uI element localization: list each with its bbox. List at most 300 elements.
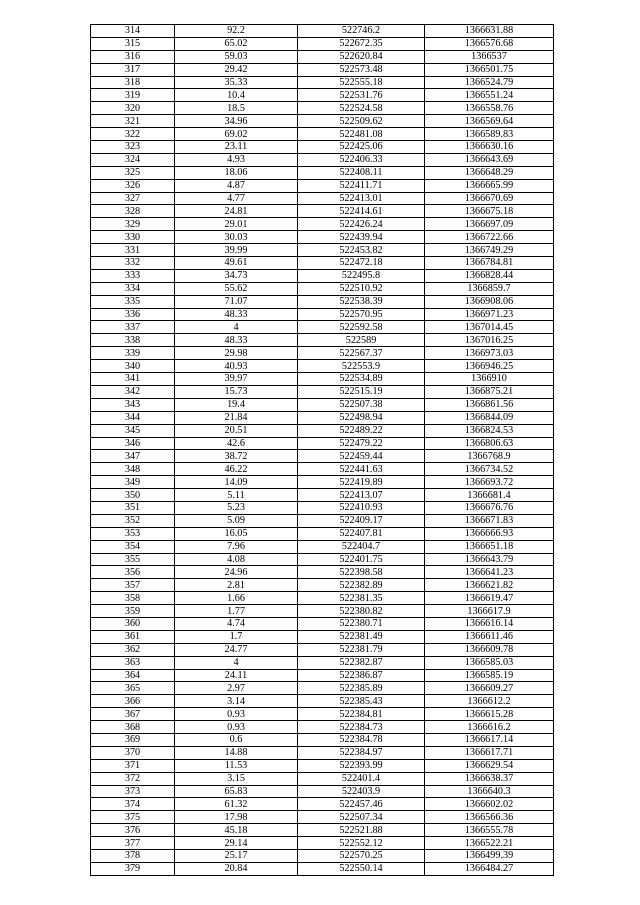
point-number-cell: 370: [91, 746, 175, 759]
point-number-cell: 339: [91, 347, 175, 360]
y-coordinate-cell: 1366670.69: [425, 192, 554, 205]
point-number-cell: 354: [91, 540, 175, 553]
point-number-cell: 369: [91, 733, 175, 746]
distance-cell: 39.99: [175, 244, 298, 257]
point-number-cell: 343: [91, 398, 175, 411]
x-coordinate-cell: 522380.82: [298, 605, 425, 618]
x-coordinate-cell: 522538.39: [298, 295, 425, 308]
x-coordinate-cell: 522453.82: [298, 244, 425, 257]
table-row: [91, 785, 554, 798]
y-coordinate-cell: 1366693.72: [425, 476, 554, 489]
point-number-cell: 347: [91, 450, 175, 463]
table-row: [91, 850, 554, 863]
table-row: [91, 553, 554, 566]
y-coordinate-cell: 1367014.45: [425, 321, 554, 334]
table-row: [91, 643, 554, 656]
table-row: [91, 695, 554, 708]
point-number-cell: 365: [91, 682, 175, 695]
y-coordinate-cell: 1366910: [425, 373, 554, 386]
y-coordinate-cell: 1366617.14: [425, 733, 554, 746]
point-number-cell: 351: [91, 501, 175, 514]
table-row: [91, 759, 554, 772]
distance-cell: 29.01: [175, 218, 298, 231]
y-coordinate-cell: 1366676.76: [425, 501, 554, 514]
x-coordinate-cell: 522413.01: [298, 192, 425, 205]
point-number-cell: 335: [91, 295, 175, 308]
y-coordinate-cell: 1366641.23: [425, 566, 554, 579]
x-coordinate-cell: 522498.94: [298, 411, 425, 424]
x-coordinate-cell: 522555.18: [298, 76, 425, 89]
x-coordinate-cell: 522384.81: [298, 708, 425, 721]
table-row: [91, 25, 554, 38]
distance-cell: 16.05: [175, 527, 298, 540]
point-number-cell: 356: [91, 566, 175, 579]
point-number-cell: 378: [91, 850, 175, 863]
x-coordinate-cell: 522407.81: [298, 527, 425, 540]
y-coordinate-cell: 1366609.27: [425, 682, 554, 695]
point-number-cell: 342: [91, 385, 175, 398]
x-coordinate-cell: 522381.35: [298, 592, 425, 605]
point-number-cell: 318: [91, 76, 175, 89]
x-coordinate-cell: 522515.19: [298, 385, 425, 398]
table-row: [91, 733, 554, 746]
x-coordinate-cell: 522589: [298, 334, 425, 347]
x-coordinate-cell: 522746.2: [298, 25, 425, 38]
y-coordinate-cell: 1366640.3: [425, 785, 554, 798]
x-coordinate-cell: 522381.49: [298, 630, 425, 643]
distance-cell: 11.53: [175, 759, 298, 772]
table-row: [91, 231, 554, 244]
x-coordinate-cell: 522409.17: [298, 514, 425, 527]
y-coordinate-cell: 1366946.25: [425, 360, 554, 373]
x-coordinate-cell: 522384.73: [298, 721, 425, 734]
table-row: [91, 295, 554, 308]
x-coordinate-cell: 522573.48: [298, 63, 425, 76]
distance-cell: 14.09: [175, 476, 298, 489]
x-coordinate-cell: 522410.93: [298, 501, 425, 514]
point-number-cell: 376: [91, 824, 175, 837]
table-row: [91, 605, 554, 618]
y-coordinate-cell: 1366630.16: [425, 141, 554, 154]
point-number-cell: 373: [91, 785, 175, 798]
distance-cell: 1.66: [175, 592, 298, 605]
x-coordinate-cell: 522567.37: [298, 347, 425, 360]
point-number-cell: 319: [91, 89, 175, 102]
distance-cell: 65.83: [175, 785, 298, 798]
y-coordinate-cell: 1366859.7: [425, 282, 554, 295]
point-number-cell: 344: [91, 411, 175, 424]
y-coordinate-cell: 1366499.39: [425, 850, 554, 863]
distance-cell: 4.93: [175, 153, 298, 166]
y-coordinate-cell: 1366806.63: [425, 437, 554, 450]
y-coordinate-cell: 1366537: [425, 50, 554, 63]
point-number-cell: 317: [91, 63, 175, 76]
table-row: [91, 501, 554, 514]
y-coordinate-cell: 1366569.64: [425, 115, 554, 128]
point-number-cell: 333: [91, 269, 175, 282]
point-number-cell: 374: [91, 798, 175, 811]
x-coordinate-cell: 522401.75: [298, 553, 425, 566]
distance-cell: 3.15: [175, 772, 298, 785]
x-coordinate-cell: 522552.12: [298, 837, 425, 850]
y-coordinate-cell: 1366828.44: [425, 269, 554, 282]
table-row: [91, 411, 554, 424]
x-coordinate-cell: 522592.58: [298, 321, 425, 334]
table-row: [91, 63, 554, 76]
distance-cell: 21.84: [175, 411, 298, 424]
distance-cell: 18.5: [175, 102, 298, 115]
table-row: [91, 837, 554, 850]
x-coordinate-cell: 522384.97: [298, 746, 425, 759]
y-coordinate-cell: 1366734.52: [425, 463, 554, 476]
x-coordinate-cell: 522672.35: [298, 37, 425, 50]
distance-cell: 4.08: [175, 553, 298, 566]
table-row: [91, 373, 554, 386]
distance-cell: 69.02: [175, 128, 298, 141]
x-coordinate-cell: 522385.89: [298, 682, 425, 695]
distance-cell: 48.33: [175, 334, 298, 347]
distance-cell: 49.61: [175, 257, 298, 270]
table-row: [91, 527, 554, 540]
distance-cell: 39.97: [175, 373, 298, 386]
x-coordinate-cell: 522510.92: [298, 282, 425, 295]
table-row: [91, 128, 554, 141]
distance-cell: 23.11: [175, 141, 298, 154]
point-number-cell: 329: [91, 218, 175, 231]
table-row: [91, 862, 554, 875]
y-coordinate-cell: 1366551.24: [425, 89, 554, 102]
distance-cell: 61.32: [175, 798, 298, 811]
point-number-cell: 336: [91, 308, 175, 321]
table-row: [91, 682, 554, 695]
point-number-cell: 327: [91, 192, 175, 205]
x-coordinate-cell: 522382.89: [298, 579, 425, 592]
point-number-cell: 332: [91, 257, 175, 270]
y-coordinate-cell: 1366555.78: [425, 824, 554, 837]
table-row: [91, 592, 554, 605]
y-coordinate-cell: 1366609.78: [425, 643, 554, 656]
y-coordinate-cell: 1366908.06: [425, 295, 554, 308]
point-number-cell: 346: [91, 437, 175, 450]
y-coordinate-cell: 1366671.83: [425, 514, 554, 527]
distance-cell: 34.96: [175, 115, 298, 128]
point-number-cell: 360: [91, 617, 175, 630]
point-number-cell: 367: [91, 708, 175, 721]
y-coordinate-cell: 1366558.76: [425, 102, 554, 115]
distance-cell: 35.33: [175, 76, 298, 89]
table-row: [91, 141, 554, 154]
table-row: [91, 540, 554, 553]
table-row: [91, 257, 554, 270]
x-coordinate-cell: 522411.71: [298, 179, 425, 192]
table-row: [91, 476, 554, 489]
table-row: [91, 89, 554, 102]
point-number-cell: 358: [91, 592, 175, 605]
distance-cell: 4.74: [175, 617, 298, 630]
x-coordinate-cell: 522426.24: [298, 218, 425, 231]
point-number-cell: 357: [91, 579, 175, 592]
point-number-cell: 334: [91, 282, 175, 295]
point-number-cell: 377: [91, 837, 175, 850]
distance-cell: 0.6: [175, 733, 298, 746]
point-number-cell: 379: [91, 862, 175, 875]
point-number-cell: 348: [91, 463, 175, 476]
point-number-cell: 321: [91, 115, 175, 128]
y-coordinate-cell: 1366501.75: [425, 63, 554, 76]
distance-cell: 25.17: [175, 850, 298, 863]
table-row: [91, 244, 554, 257]
distance-cell: 2.81: [175, 579, 298, 592]
point-number-cell: 338: [91, 334, 175, 347]
distance-cell: 5.23: [175, 501, 298, 514]
y-coordinate-cell: 1366861.56: [425, 398, 554, 411]
x-coordinate-cell: 522472.18: [298, 257, 425, 270]
distance-cell: 45.18: [175, 824, 298, 837]
y-coordinate-cell: 1366722.66: [425, 231, 554, 244]
table-row: [91, 746, 554, 759]
distance-cell: 0.93: [175, 708, 298, 721]
distance-cell: 4.77: [175, 192, 298, 205]
distance-cell: 3.14: [175, 695, 298, 708]
table-row: [91, 334, 554, 347]
y-coordinate-cell: 1366631.88: [425, 25, 554, 38]
table-row: [91, 192, 554, 205]
point-number-cell: 323: [91, 141, 175, 154]
y-coordinate-cell: 1366973.03: [425, 347, 554, 360]
y-coordinate-cell: 1366522.21: [425, 837, 554, 850]
y-coordinate-cell: 1366648.29: [425, 166, 554, 179]
table-row: [91, 514, 554, 527]
point-number-cell: 349: [91, 476, 175, 489]
y-coordinate-cell: 1366629.54: [425, 759, 554, 772]
distance-cell: 46.22: [175, 463, 298, 476]
x-coordinate-cell: 522479.22: [298, 437, 425, 450]
table-row: [91, 102, 554, 115]
distance-cell: 20.84: [175, 862, 298, 875]
distance-cell: 18.06: [175, 166, 298, 179]
table-row: [91, 50, 554, 63]
y-coordinate-cell: 1366585.03: [425, 656, 554, 669]
table-row: [91, 669, 554, 682]
coordinate-table-body: [91, 25, 554, 876]
point-number-cell: 330: [91, 231, 175, 244]
distance-cell: 19.4: [175, 398, 298, 411]
x-coordinate-cell: 522620.84: [298, 50, 425, 63]
distance-cell: 15.73: [175, 385, 298, 398]
distance-cell: 24.11: [175, 669, 298, 682]
point-number-cell: 340: [91, 360, 175, 373]
y-coordinate-cell: 1366675.18: [425, 205, 554, 218]
y-coordinate-cell: 1366616.14: [425, 617, 554, 630]
y-coordinate-cell: 1366638.37: [425, 772, 554, 785]
point-number-cell: 350: [91, 489, 175, 502]
distance-cell: 29.42: [175, 63, 298, 76]
point-number-cell: 362: [91, 643, 175, 656]
y-coordinate-cell: 1366768.9: [425, 450, 554, 463]
y-coordinate-cell: 1366616.2: [425, 721, 554, 734]
distance-cell: 42.6: [175, 437, 298, 450]
distance-cell: 17.98: [175, 811, 298, 824]
point-number-cell: 326: [91, 179, 175, 192]
x-coordinate-cell: 522393.99: [298, 759, 425, 772]
point-number-cell: 341: [91, 373, 175, 386]
table-row: [91, 566, 554, 579]
table-row: [91, 824, 554, 837]
distance-cell: 1.77: [175, 605, 298, 618]
distance-cell: 5.11: [175, 489, 298, 502]
table-row: [91, 360, 554, 373]
y-coordinate-cell: 1366651.18: [425, 540, 554, 553]
y-coordinate-cell: 1366971.23: [425, 308, 554, 321]
distance-cell: 29.98: [175, 347, 298, 360]
x-coordinate-cell: 522570.25: [298, 850, 425, 863]
table-row: [91, 772, 554, 785]
x-coordinate-cell: 522531.76: [298, 89, 425, 102]
distance-cell: 30.03: [175, 231, 298, 244]
y-coordinate-cell: 1366617.71: [425, 746, 554, 759]
x-coordinate-cell: 522507.38: [298, 398, 425, 411]
distance-cell: 59.03: [175, 50, 298, 63]
y-coordinate-cell: 1366576.68: [425, 37, 554, 50]
y-coordinate-cell: 1366615.28: [425, 708, 554, 721]
distance-cell: 1.7: [175, 630, 298, 643]
y-coordinate-cell: 1366612.2: [425, 695, 554, 708]
point-number-cell: 315: [91, 37, 175, 50]
y-coordinate-cell: 1366875.21: [425, 385, 554, 398]
distance-cell: 92.2: [175, 25, 298, 38]
table-row: [91, 630, 554, 643]
x-coordinate-cell: 522385.43: [298, 695, 425, 708]
y-coordinate-cell: 1366602.02: [425, 798, 554, 811]
y-coordinate-cell: 1366824.53: [425, 424, 554, 437]
x-coordinate-cell: 522441.63: [298, 463, 425, 476]
x-coordinate-cell: 522382.87: [298, 656, 425, 669]
table-row: [91, 398, 554, 411]
point-number-cell: 337: [91, 321, 175, 334]
point-number-cell: 363: [91, 656, 175, 669]
point-number-cell: 322: [91, 128, 175, 141]
point-number-cell: 359: [91, 605, 175, 618]
distance-cell: 7.96: [175, 540, 298, 553]
table-row: [91, 153, 554, 166]
point-number-cell: 324: [91, 153, 175, 166]
table-row: [91, 617, 554, 630]
table-row: [91, 798, 554, 811]
y-coordinate-cell: 1366524.79: [425, 76, 554, 89]
distance-cell: 5.09: [175, 514, 298, 527]
point-number-cell: 325: [91, 166, 175, 179]
x-coordinate-cell: 522521.88: [298, 824, 425, 837]
distance-cell: 2.97: [175, 682, 298, 695]
distance-cell: 14.88: [175, 746, 298, 759]
x-coordinate-cell: 522439.94: [298, 231, 425, 244]
x-coordinate-cell: 522380.71: [298, 617, 425, 630]
table-row: [91, 269, 554, 282]
table-row: [91, 347, 554, 360]
x-coordinate-cell: 522550.14: [298, 862, 425, 875]
y-coordinate-cell: 1366697.09: [425, 218, 554, 231]
point-number-cell: 372: [91, 772, 175, 785]
point-number-cell: 320: [91, 102, 175, 115]
table-row: [91, 308, 554, 321]
y-coordinate-cell: 1366566.36: [425, 811, 554, 824]
point-number-cell: 316: [91, 50, 175, 63]
distance-cell: 0.93: [175, 721, 298, 734]
table-row: [91, 579, 554, 592]
y-coordinate-cell: 1366589.83: [425, 128, 554, 141]
point-number-cell: 314: [91, 25, 175, 38]
x-coordinate-cell: 522489.22: [298, 424, 425, 437]
table-row: [91, 721, 554, 734]
table-row: [91, 708, 554, 721]
coordinate-table: [90, 24, 554, 876]
y-coordinate-cell: 1366621.82: [425, 579, 554, 592]
x-coordinate-cell: 522401.4: [298, 772, 425, 785]
distance-cell: 24.77: [175, 643, 298, 656]
x-coordinate-cell: 522553.9: [298, 360, 425, 373]
table-row: [91, 437, 554, 450]
table-row: [91, 811, 554, 824]
table-row: [91, 424, 554, 437]
table-row: [91, 321, 554, 334]
distance-cell: 29.14: [175, 837, 298, 850]
x-coordinate-cell: 522419.89: [298, 476, 425, 489]
point-number-cell: 361: [91, 630, 175, 643]
x-coordinate-cell: 522570.95: [298, 308, 425, 321]
y-coordinate-cell: 1366749.29: [425, 244, 554, 257]
x-coordinate-cell: 522381.79: [298, 643, 425, 656]
table-row: [91, 205, 554, 218]
x-coordinate-cell: 522495.8: [298, 269, 425, 282]
y-coordinate-cell: 1366585.19: [425, 669, 554, 682]
y-coordinate-cell: 1366611.46: [425, 630, 554, 643]
x-coordinate-cell: 522425.06: [298, 141, 425, 154]
distance-cell: 34.73: [175, 269, 298, 282]
y-coordinate-cell: 1366665.99: [425, 179, 554, 192]
point-number-cell: 328: [91, 205, 175, 218]
y-coordinate-cell: 1366784.81: [425, 257, 554, 270]
distance-cell: 55.62: [175, 282, 298, 295]
table-row: [91, 489, 554, 502]
y-coordinate-cell: 1366844.09: [425, 411, 554, 424]
point-number-cell: 371: [91, 759, 175, 772]
distance-cell: 65.02: [175, 37, 298, 50]
distance-cell: 4: [175, 656, 298, 669]
distance-cell: 40.93: [175, 360, 298, 373]
table-row: [91, 218, 554, 231]
point-number-cell: 355: [91, 553, 175, 566]
point-number-cell: 352: [91, 514, 175, 527]
distance-cell: 38.72: [175, 450, 298, 463]
x-coordinate-cell: 522524.58: [298, 102, 425, 115]
point-number-cell: 353: [91, 527, 175, 540]
x-coordinate-cell: 522408.11: [298, 166, 425, 179]
y-coordinate-cell: 1366666.93: [425, 527, 554, 540]
point-number-cell: 375: [91, 811, 175, 824]
distance-cell: 71.07: [175, 295, 298, 308]
table-row: [91, 385, 554, 398]
x-coordinate-cell: 522481.08: [298, 128, 425, 141]
distance-cell: 4: [175, 321, 298, 334]
table-row: [91, 37, 554, 50]
distance-cell: 48.33: [175, 308, 298, 321]
x-coordinate-cell: 522386.87: [298, 669, 425, 682]
table-row: [91, 282, 554, 295]
distance-cell: 24.81: [175, 205, 298, 218]
point-number-cell: 345: [91, 424, 175, 437]
point-number-cell: 364: [91, 669, 175, 682]
x-coordinate-cell: 522398.58: [298, 566, 425, 579]
